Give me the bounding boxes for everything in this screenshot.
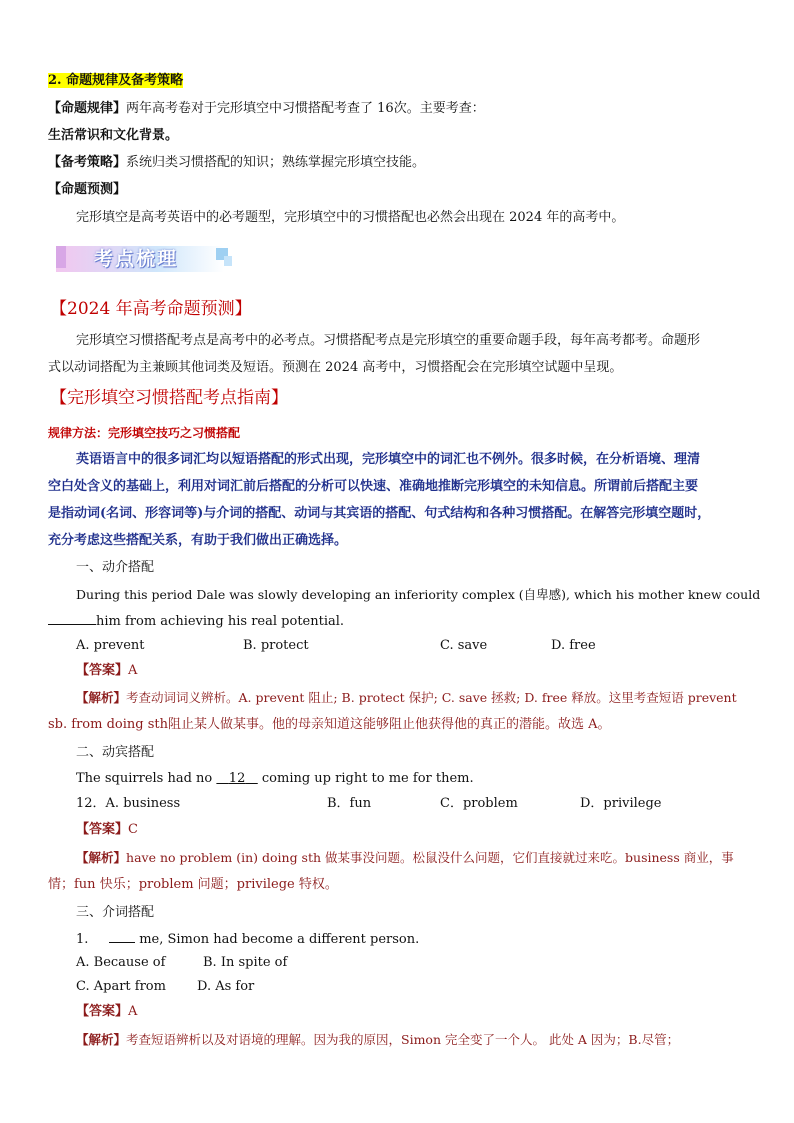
- ex2-heading: 二、动宾搭配: [76, 745, 155, 760]
- ex2-answer: [76, 821, 138, 839]
- analysis-text: 考查短语辨析以及对语境的理解。因为我的原因，Simon 完全变了一个人。 此处 A 因为；B.尽管；: [126, 1032, 680, 1047]
- answer-value: A: [128, 663, 138, 678]
- ex1-option-b: B. protect: [243, 638, 309, 653]
- ex3-question-tail: me, Simon had become a different person.: [135, 932, 420, 947]
- guide-paragraph-3: 是指动词(名词、形容词等)与介词的搭配、动词与其宾语的搭配、句式结构和各种习惯搭配。在解答完形填空题时，: [48, 506, 711, 521]
- ex1-question-tail: him from achieving his real potential.: [96, 614, 345, 629]
- ex3-analysis-line-1: [76, 1031, 679, 1049]
- ex1-option-d: D. free: [551, 638, 596, 653]
- ex2-analysis-line-1: [76, 849, 734, 867]
- forecast-tag: 【命题预测】: [48, 182, 127, 197]
- ex3-question-number: 1.: [76, 932, 89, 947]
- ex1-question-line-1: During this period Dale was slowly developing an inferiority complex (自卑感), which his mother knew could: [76, 587, 761, 602]
- prediction-title: 【2024 年高考命题预测】: [50, 299, 252, 319]
- ex2-option-a: 12．A. business: [76, 796, 181, 811]
- ex3-option-d: D. As for: [197, 979, 255, 994]
- ex2-option-b: B．fun: [327, 796, 372, 811]
- analysis-text: have no problem (in) doing sth 做某事没问题。松鼠没什么问题，它们直接就过来吃。business 商业，事: [126, 850, 734, 865]
- section-heading: 2. 命题规律及备考策略: [48, 73, 184, 88]
- analysis-tag: 【解析】: [76, 850, 127, 865]
- analysis-text: 考查动词词义辨析。A. prevent 阻止; B. protect 保护; C. save 拯救; D. free 释放。这里考查短语 prevent: [126, 690, 737, 705]
- answer-tag: 【答案】: [76, 822, 129, 837]
- prediction-line-1: 完形填空习惯搭配考点是高考中的必考点。习惯搭配考点是完形填空的重要命题手段，每年高考都考。命题形: [76, 333, 701, 348]
- guide-paragraph-4: 充分考虑这些搭配关系，有助于我们做出正确选择。: [48, 533, 348, 548]
- ex1-analysis-line-1: [76, 689, 737, 707]
- answer-blank: [48, 612, 96, 625]
- answer-tag: 【答案】: [76, 663, 129, 678]
- ex1-analysis-line-2: sb. from doing sth阻止某人做某事。他的母亲知道这能够阻止他获得他的真正的潜能。故选 A。: [48, 717, 611, 732]
- ex1-option-a: A. prevent: [76, 638, 145, 653]
- ex1-option-c: C. save: [440, 638, 488, 653]
- answer-blank: [109, 930, 135, 943]
- ex1-answer: [76, 662, 137, 680]
- ex2-question-number: [216, 771, 257, 786]
- ex2-question: [76, 770, 474, 788]
- strategy-tag: 【备考策略】: [48, 155, 127, 170]
- ex3-question: [76, 930, 419, 949]
- guide-title: 【完形填空习惯搭配考点指南】: [50, 388, 288, 408]
- method-heading: 规律方法：完形填空技巧之习惯搭配: [48, 426, 241, 440]
- rule-line: [48, 100, 485, 118]
- ex1-heading: 一、动介搭配: [76, 560, 155, 575]
- ex2-option-c: C．problem: [440, 796, 518, 811]
- guide-paragraph-1: 英语语言中的很多词汇均以短语搭配的形式出现，完形填空中的词汇也不例外。很多时候，在分析语境、理清: [76, 452, 701, 467]
- ex3-option-a: A. Because of: [76, 955, 166, 970]
- strategy-text: 系统归类习惯搭配的知识；熟练掌握完形填空技能。: [126, 155, 426, 170]
- ex3-answer: [76, 1003, 137, 1021]
- ex2-question-number-text: 12: [228, 771, 246, 786]
- ex2-question-tail: coming up right to me for them.: [257, 771, 474, 786]
- section-banner: [56, 242, 234, 278]
- strategy-line: [48, 154, 425, 172]
- answer-tag: 【答案】: [76, 1004, 129, 1019]
- ex1-question-line-2: [48, 612, 344, 631]
- rule-text: 两年高考卷对于完形填空中习惯搭配考查了 16次。主要考查：: [126, 101, 485, 116]
- ex2-analysis-line-2: 情；fun 快乐；problem 问题；privilege 特权。: [48, 877, 338, 892]
- banner-title: 考点梳理: [94, 248, 179, 270]
- analysis-tag: 【解析】: [76, 1032, 127, 1047]
- banner-accent-square-small: [224, 256, 232, 266]
- forecast-text: 完形填空是高考英语中的必考题型，完形填空中的习惯搭配也必然会出现在 2024 年的高考中。: [76, 210, 625, 225]
- analysis-tag: 【解析】: [76, 690, 127, 705]
- banner-accent-left: [56, 246, 66, 268]
- ex3-heading: 三、介词搭配: [76, 905, 155, 920]
- ex3-option-b: B. In spite of: [203, 955, 288, 970]
- answer-value: C: [128, 822, 138, 837]
- ex3-option-c: C. Apart from: [76, 979, 166, 994]
- guide-paragraph-2: 空白处含义的基础上，利用对词汇前后搭配的分析可以快速、准确地推断完形填空的未知信息。所谓前后搭配主要: [48, 479, 699, 494]
- prediction-line-2: 式以动词搭配为主兼顾其他词类及短语。预测在 2024 高考中，习惯搭配会在完形填空试题中呈现。: [48, 360, 623, 375]
- answer-value: A: [128, 1004, 138, 1019]
- ex2-option-d: D．privilege: [580, 796, 662, 811]
- rule-tag: 【命题规律】: [48, 101, 127, 116]
- rule-text-2: 生活常识和文化背景。: [48, 128, 179, 143]
- ex2-question-head: The squirrels had no: [76, 771, 217, 786]
